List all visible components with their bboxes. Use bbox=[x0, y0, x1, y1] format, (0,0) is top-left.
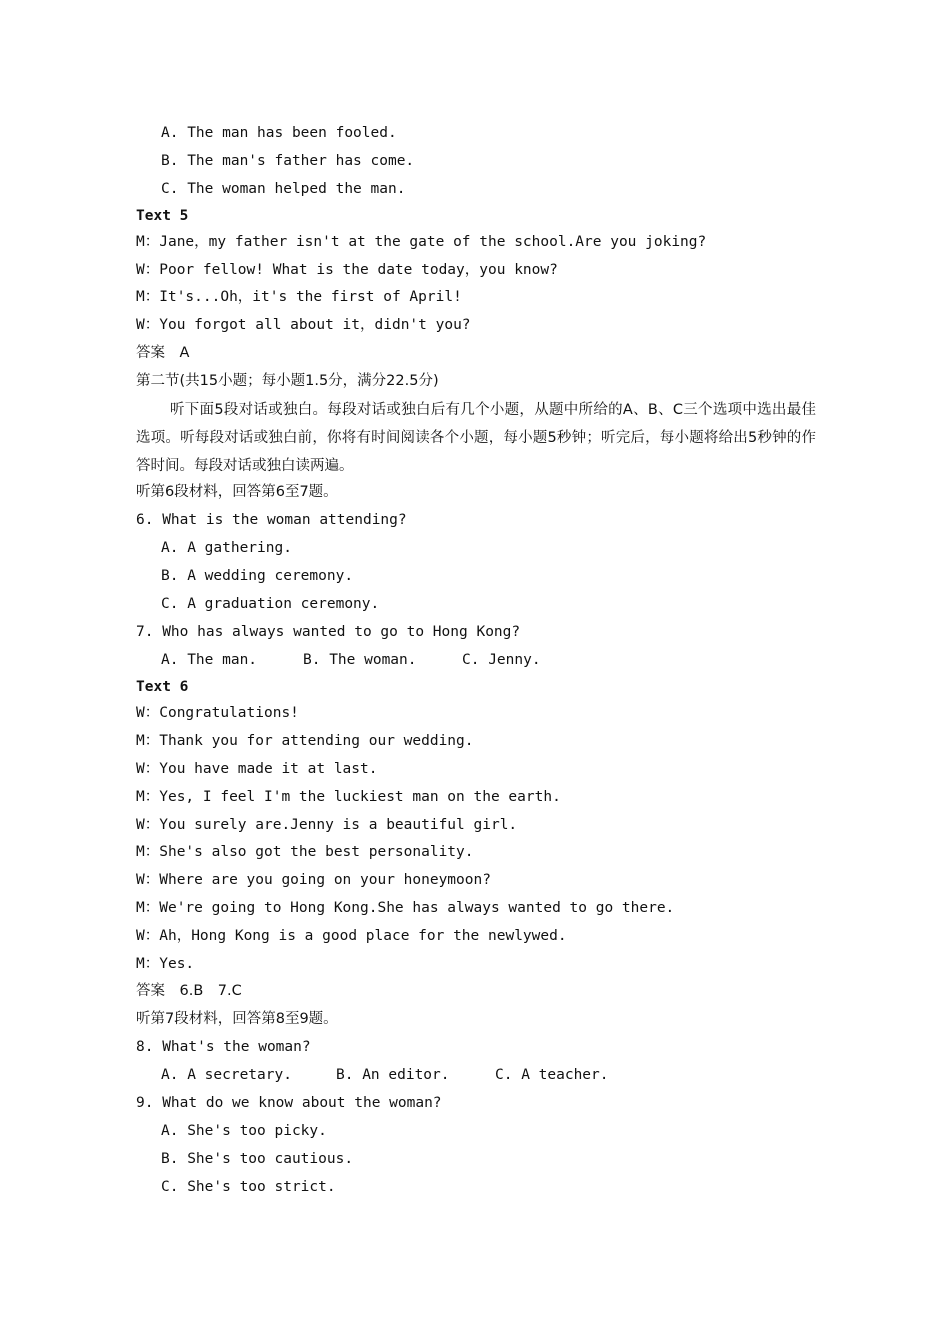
text5-line: W：You forgot all about it，didn't you? bbox=[136, 317, 471, 333]
q8-option-b: B. An editor. bbox=[336, 1067, 450, 1083]
q6-option-a: A. A gathering. bbox=[161, 540, 292, 556]
section2-instructions: 听下面5段对话或独白。每段对话或独白后有几个小题，从题中所给的A、B、C三个选项中选出最佳选项。听每段对话或独白前，你将有时间阅读各个小题，每小题5秒钟；听完后，每小题将给出5秒钟的作答时间。每段对话或独白读两遍。 bbox=[136, 402, 816, 474]
text5-heading: Text 5 bbox=[136, 208, 189, 224]
text6-line: M：Thank you for attending our wedding. bbox=[136, 733, 474, 749]
q9-option-b: B. She's too cautious. bbox=[161, 1151, 354, 1167]
text6-line: W：You have made it at last. bbox=[136, 761, 378, 777]
text6-line: M：Yes. bbox=[136, 956, 195, 972]
section2-title: 第二节(共15小题；每小题1.5分，满分22.5分) bbox=[136, 373, 439, 389]
q7-option-a: A. The man. bbox=[161, 652, 258, 668]
q7-option-b: B. The woman. bbox=[303, 652, 417, 668]
prev-option-b: B. The man's father has come. bbox=[161, 153, 415, 169]
q6-option-b: B. A wedding ceremony. bbox=[161, 568, 354, 584]
q6-option-c: C. A graduation ceremony. bbox=[161, 596, 380, 612]
material6-intro: 听第6段材料，回答第6至7题。 bbox=[136, 484, 338, 500]
q9-option-a: A. She's too picky. bbox=[161, 1123, 327, 1139]
text6-line: W：Where are you going on your honeymoon? bbox=[136, 872, 491, 888]
text6-heading: Text 6 bbox=[136, 679, 189, 695]
material7-intro: 听第7段材料，回答第8至9题。 bbox=[136, 1011, 338, 1027]
q8-option-c: C. A teacher. bbox=[495, 1067, 609, 1083]
text6-line: M：Yes, I feel I'm the luckiest man on the earth. bbox=[136, 789, 561, 805]
prev-option-c: C. The woman helped the man. bbox=[161, 181, 406, 197]
q8-option-a: A. A secretary. bbox=[161, 1067, 292, 1083]
text5-answer: 答案 A bbox=[136, 345, 190, 361]
text6-answer: 答案 6.B 7.C bbox=[136, 983, 242, 999]
text6-line: W：Ah，Hong Kong is a good place for the newlywed. bbox=[136, 928, 567, 944]
text5-line: M：Jane，my father isn't at the gate of the school.Are you joking? bbox=[136, 234, 707, 250]
text5-line: W：Poor fellow! What is the date today，you know? bbox=[136, 262, 558, 278]
q7-question: 7. Who has always wanted to go to Hong Kong? bbox=[136, 624, 521, 640]
text6-line: M：We're going to Hong Kong.She has always wanted to go there. bbox=[136, 900, 675, 916]
text5-line: M：It's...Oh，it's the first of April! bbox=[136, 289, 462, 305]
text6-line: W：Congratulations! bbox=[136, 705, 299, 721]
q6-question: 6. What is the woman attending? bbox=[136, 512, 407, 528]
q8-question: 8. What's the woman? bbox=[136, 1039, 311, 1055]
q7-option-c: C. Jenny. bbox=[462, 652, 541, 668]
text6-line: M：She's also got the best personality. bbox=[136, 844, 474, 860]
prev-option-a: A. The man has been fooled. bbox=[161, 125, 397, 141]
q9-question: 9. What do we know about the woman? bbox=[136, 1095, 442, 1111]
text6-line: W：You surely are.Jenny is a beautiful girl. bbox=[136, 817, 518, 833]
q9-option-c: C. She's too strict. bbox=[161, 1179, 336, 1195]
